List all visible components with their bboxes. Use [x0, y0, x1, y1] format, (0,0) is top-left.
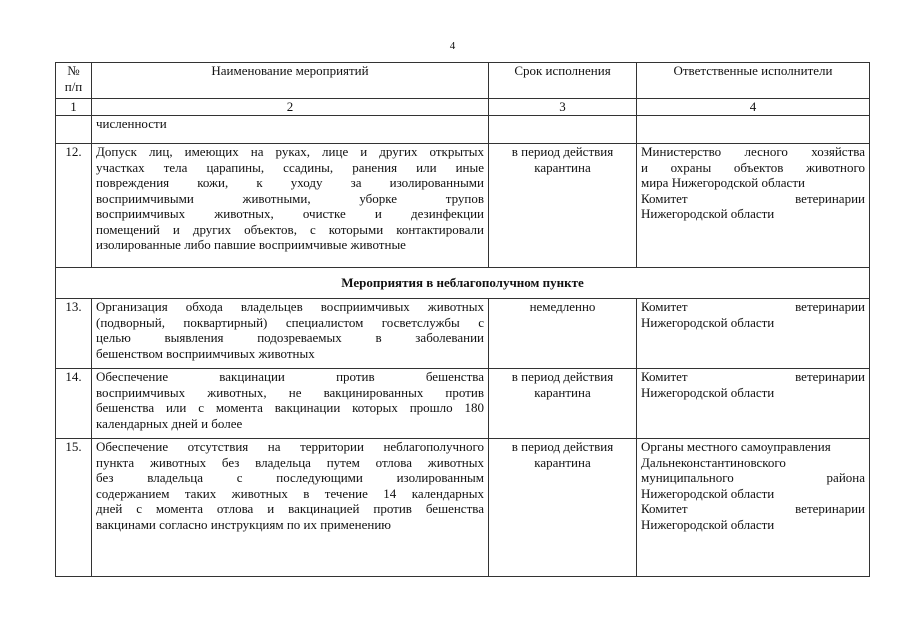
measure-name — [92, 369, 489, 439]
text-line: Комитет ветеринарии — [641, 369, 865, 384]
text-line: дней с момента отлова и вакцинацией против бешенства — [96, 501, 484, 516]
text-line: карантина — [534, 384, 591, 400]
text-line: в период действия — [511, 439, 614, 454]
responsible — [637, 144, 870, 268]
text-line: Дальнеконстантиновского — [641, 454, 786, 470]
text-line: Нижегородской области — [641, 384, 775, 400]
header-num-line1: № — [67, 63, 80, 78]
text-line: пункта животных без владельца путем отлова животных — [96, 454, 484, 470]
header-responsible: Ответственные исполнители — [637, 63, 870, 99]
text-line: в период действия — [511, 369, 614, 384]
measure-name — [92, 439, 489, 577]
text-line: бешенства или с момента вакцинации которых прошло 180 — [96, 400, 484, 415]
text-line: помещений и других объектов, с которыми контактировали — [96, 221, 484, 237]
deadline — [489, 439, 637, 577]
text-line: изолированные либо павшие восприимчивые животные — [96, 237, 406, 252]
text-line: карантина — [534, 159, 591, 175]
column-number: 1 — [56, 99, 92, 116]
column-number: 4 — [637, 99, 870, 116]
table-row — [56, 369, 870, 439]
header-deadline: Срок исполнения — [489, 63, 637, 99]
table-row — [56, 439, 870, 577]
text-line: немедленно — [529, 299, 596, 314]
header-num-line2: п/п — [64, 78, 83, 94]
text-line: Комитет ветеринарии — [641, 501, 865, 516]
text-line: содержанием таких животных в течение 14 календарных — [96, 485, 484, 501]
text-line: бешенством восприимчивых животных — [96, 345, 315, 361]
text-line: восприимчивыми животными, уборке трупов — [96, 190, 484, 206]
text-line: восприимчивых животных, не вакцинированных против — [96, 384, 484, 400]
text-line: Нижегородской области — [641, 485, 775, 501]
table-row — [56, 144, 870, 268]
header-name: Наименование мероприятий — [92, 63, 489, 99]
empty-cell — [56, 116, 92, 144]
measure-name — [92, 299, 489, 369]
text-line: Министерство лесного хозяйства — [641, 144, 865, 159]
text-line: без владельца с последующими изолированным — [96, 470, 484, 485]
text-line: мира Нижегородской области — [641, 175, 805, 190]
row-number: 15. — [56, 439, 92, 577]
row-number: 12. — [56, 144, 92, 268]
section-row — [56, 268, 870, 299]
text-line: в период действия — [511, 144, 614, 159]
column-number: 3 — [489, 99, 637, 116]
text-line: повреждения кожи, к уходу за изолированными — [96, 175, 484, 190]
header-num — [56, 63, 92, 99]
row-number: 13. — [56, 299, 92, 369]
text-line: календарных дней и более — [96, 415, 243, 431]
responsible — [637, 439, 870, 577]
deadline — [489, 299, 637, 369]
text-line: Обеспечение отсутствия на территории неблагополучного — [96, 439, 484, 454]
text-line: и охраны объектов животного — [641, 159, 865, 175]
text-line: муниципального района — [641, 470, 865, 485]
deadline — [489, 369, 637, 439]
text-line: Нижегородской области — [641, 516, 775, 532]
deadline — [489, 144, 637, 268]
header-row — [56, 63, 870, 99]
page-number: 4 — [449, 40, 456, 52]
text-line: Допуск лиц, имеющих на руках, лице и других открытых — [96, 144, 484, 159]
text-line: вакцинами согласно инструкциям по их применению — [96, 516, 392, 532]
row-number: 14. — [56, 369, 92, 439]
text-line: Обеспечение вакцинации против бешенства — [96, 369, 484, 384]
empty-cell — [637, 116, 870, 144]
text-line: (подворный, поквартирный) специалистом госветслужбы с — [96, 314, 484, 330]
responsible — [637, 369, 870, 439]
text-line: Комитет ветеринарии — [641, 190, 865, 206]
text-line: Нижегородской области — [641, 314, 775, 330]
continuation-text: численности — [92, 116, 489, 144]
column-number: 2 — [92, 99, 489, 116]
measure-name — [92, 144, 489, 268]
text-line: Нижегородской области — [641, 206, 775, 221]
measures-table — [55, 62, 870, 577]
text-line: участках тела царапины, ссадины, ранения или иные — [96, 159, 484, 175]
column-number-row — [56, 99, 870, 116]
text-line: восприимчивых животных, очистке и дезинфекции — [96, 206, 484, 221]
table-row — [56, 299, 870, 369]
text-line: целью выявления подозреваемых в заболевании — [96, 330, 484, 345]
continuation-row — [56, 116, 870, 144]
text-line: Организация обхода владельцев восприимчивых животных — [96, 299, 484, 314]
responsible — [637, 299, 870, 369]
empty-cell — [489, 116, 637, 144]
section-title: Мероприятия в неблагополучном пункте — [56, 268, 870, 299]
text-line: карантина — [534, 454, 591, 470]
text-line: Органы местного самоуправления — [641, 439, 831, 454]
text-line: Комитет ветеринарии — [641, 299, 865, 314]
